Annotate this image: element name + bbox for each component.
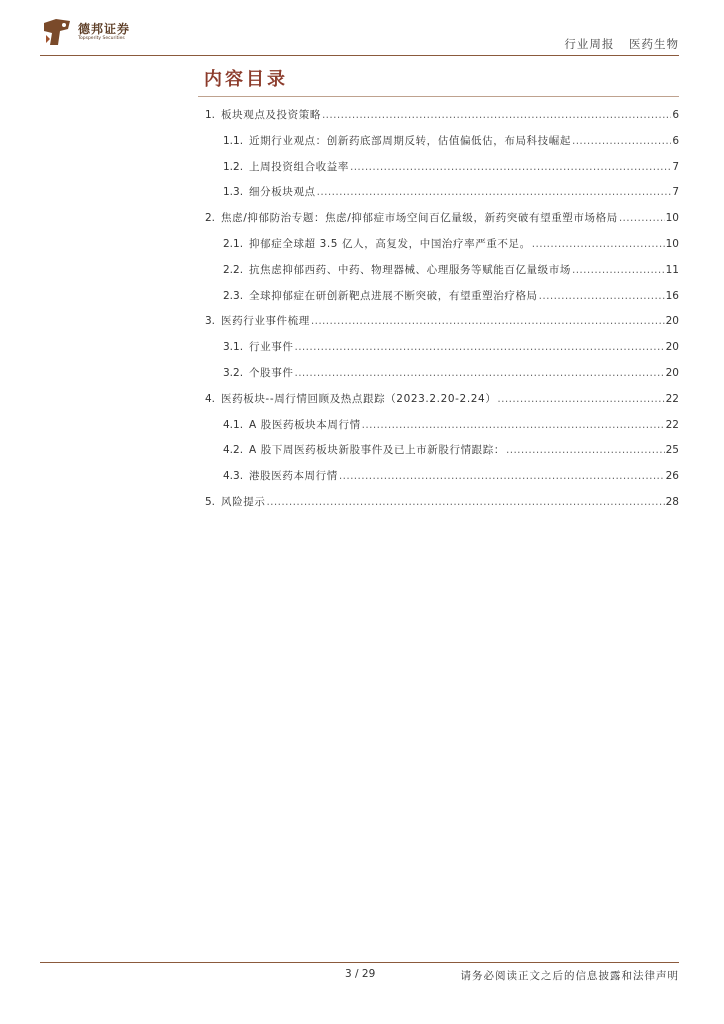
toc-entry-number: 1.1. (223, 134, 244, 147)
toc-entry-page: 6 (672, 109, 679, 121)
toc-entry-page: 28 (665, 495, 679, 508)
toc-entry-number: 1.3. (223, 186, 244, 199)
legal-disclaimer: 请务必阅读正文之后的信息披露和法律声明 (460, 970, 679, 982)
toc-entry-page: 16 (665, 289, 679, 302)
toc-entry[interactable] (205, 206, 679, 232)
toc-leader-dots (339, 464, 665, 490)
toc-entry-number: 4.2. (223, 444, 244, 457)
company-logo (40, 14, 130, 50)
toc-entry-number: 2.2. (223, 263, 244, 276)
toc-leader-dots (294, 361, 664, 387)
toc-entry-title: 港股医药本周行情 (249, 470, 338, 483)
toc-entry-page: 22 (665, 392, 679, 405)
toc-leader-dots (532, 232, 665, 258)
toc-entry[interactable] (205, 361, 679, 387)
toc-title: 内容目录 (204, 69, 288, 90)
toc-leader-dots (539, 284, 665, 310)
toc-entry[interactable] (205, 387, 679, 413)
toc-entry-number: 3.2. (223, 366, 244, 379)
table-of-contents (205, 103, 679, 516)
toc-entry[interactable] (205, 180, 679, 206)
toc-entry-page: 11 (665, 263, 679, 276)
toc-entry[interactable] (205, 309, 679, 335)
toc-entry-number: 4.1. (223, 418, 244, 431)
toc-leader-dots (497, 387, 664, 413)
toc-entry-title: 细分板块观点 (249, 186, 316, 199)
toc-entry[interactable] (205, 155, 679, 181)
toc-leader-dots (266, 490, 664, 516)
toc-entry-page: 6 (672, 134, 679, 147)
header-divider (40, 55, 679, 56)
toc-entry-number: 3. (205, 315, 216, 328)
toc-entry-page: 7 (672, 186, 679, 199)
toc-entry-title: 个股事件 (249, 366, 294, 379)
toc-entry-title: A 股医药板块本周行情 (249, 418, 361, 431)
toc-entry-number: 1. (205, 109, 216, 121)
toc-entry-title: A 股下周医药板块新股事件及已上市新股行情跟踪： (249, 444, 505, 457)
company-logo-icon (40, 15, 74, 49)
toc-entry-page: 25 (665, 444, 679, 457)
toc-entry-page: 22 (665, 418, 679, 431)
toc-title-divider (198, 96, 679, 97)
toc-leader-dots (311, 309, 665, 335)
toc-entry-page: 26 (665, 470, 679, 483)
toc-entry-page: 20 (665, 315, 679, 328)
toc-entry-number: 2.1. (223, 237, 244, 250)
footer-divider (40, 962, 679, 963)
toc-entry-number: 2.3. (223, 289, 244, 302)
toc-entry-page: 10 (665, 212, 679, 225)
toc-entry-number: 5. (205, 495, 216, 508)
toc-entry-number: 3.1. (223, 341, 244, 354)
toc-entry[interactable] (205, 335, 679, 361)
toc-entry-number: 1.2. (223, 160, 244, 173)
toc-entry-title: 风险提示 (221, 495, 266, 508)
toc-entry-page: 10 (665, 237, 679, 250)
toc-leader-dots (322, 103, 671, 129)
toc-leader-dots (317, 180, 672, 206)
toc-entry-number: 2. (205, 212, 216, 225)
toc-entry-number: 4. (205, 392, 216, 405)
report-type: 行业周报 (564, 37, 615, 51)
toc-leader-dots (362, 413, 665, 439)
toc-entry-page: 20 (665, 341, 679, 354)
toc-entry-title: 抗焦虑抑郁西药、中药、物理器械、心理服务等赋能百亿量级市场 (249, 263, 571, 276)
toc-leader-dots (619, 206, 665, 232)
logo-name-en: Topsperity Securities (78, 36, 125, 41)
toc-entry-title: 近期行业观点：创新药底部周期反转，估值偏低估，布局科技崛起 (249, 134, 571, 147)
toc-entry-title: 板块观点及投资策略 (221, 109, 321, 121)
toc-entry-number: 4.3. (223, 470, 244, 483)
toc-entry-title: 抑郁症全球超 3.5 亿人，高复发，中国治疗率严重不足。 (249, 237, 531, 250)
toc-entry-title: 全球抑郁症在研创新靶点进展不断突破，有望重塑治疗格局 (249, 289, 538, 302)
toc-entry[interactable] (205, 258, 679, 284)
toc-entry-title: 医药板块--周行情回顾及热点跟踪（2023.2.20-2.24） (221, 392, 497, 405)
toc-entry-page: 20 (665, 366, 679, 379)
toc-entry[interactable] (205, 438, 679, 464)
toc-entry-title: 焦虑/抑郁防治专题：焦虑/抑郁症市场空间百亿量级，新药突破有望重塑市场格局 (221, 212, 618, 225)
toc-entry[interactable] (205, 103, 679, 129)
toc-entry-page: 7 (672, 160, 679, 173)
page-number: 3 / 29 (345, 968, 376, 980)
toc-leader-dots (294, 335, 664, 361)
toc-entry[interactable] (205, 129, 679, 155)
toc-entry[interactable] (205, 284, 679, 310)
toc-entry[interactable] (205, 464, 679, 490)
toc-entry[interactable] (205, 490, 679, 516)
toc-entry[interactable] (205, 413, 679, 439)
report-sector: 医药生物 (629, 37, 679, 51)
toc-entry-title: 行业事件 (249, 341, 294, 354)
toc-leader-dots (572, 129, 671, 155)
toc-leader-dots (350, 155, 671, 181)
toc-entry-title: 医药行业事件梳理 (221, 315, 310, 328)
toc-entry-title: 上周投资组合收益率 (249, 160, 349, 173)
logo-name-cn: 德邦证券 (78, 22, 131, 36)
toc-entry[interactable] (205, 232, 679, 258)
toc-leader-dots (506, 438, 665, 464)
report-header (564, 36, 679, 52)
toc-leader-dots (572, 258, 665, 284)
